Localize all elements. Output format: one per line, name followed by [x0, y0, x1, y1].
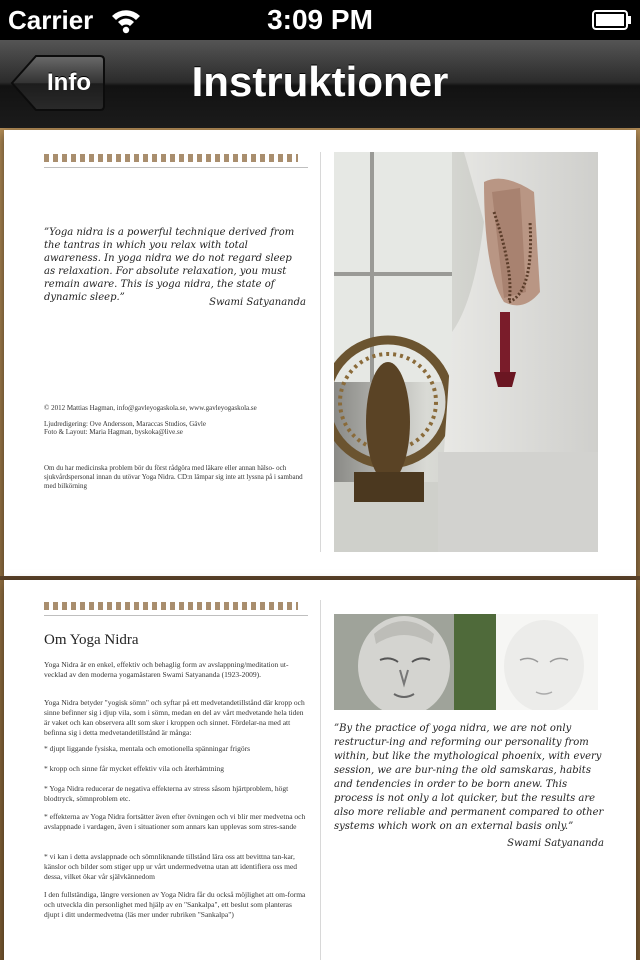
divider-line [44, 167, 308, 168]
bullet-1: * djupt liggande fysiska, mentala och emotionella spänningar frigörs [44, 744, 250, 753]
divider-line [44, 615, 308, 616]
carrier-label: Carrier [8, 5, 94, 35]
buddha-statues-photo [334, 614, 598, 710]
quote-text: ”Yoga nidra is a powerful technique derived from the tantras in which you relax with total awareness. In yoga nidra we do not regard sleep as relaxation. For absolute relaxation, you must remain aware. This is yoga nidra, the state of dynamic sleep.” [44, 227, 295, 303]
instructions-scroll-view[interactable] [0, 128, 640, 960]
intro-paragraph: Yoga Nidra är en enkel, effektiv och behaglig form av avslappning/meditation ut-vecklad av den moderna yogamästaren Swami Satyananda (1923-2009). [44, 660, 289, 679]
quote-text: ”By the practice of yoga nidra, we are not only restructur-ing and reforming our personality from within, but like the mythological phoenix, with every session, we are bur-ning the old samskaras, habits and tendencies in order to be born anew. This process is not only a lot quicker, but the results are also more reliable and permanent compared to other systems which work on an external basis only.” [334, 723, 604, 832]
ornament-border [44, 154, 298, 162]
clock: 3:09 PM [267, 4, 373, 35]
page-center-divider [320, 152, 321, 552]
section-heading: Om Yoga Nidra [44, 632, 139, 648]
navigation-bar [0, 40, 640, 129]
booklet-page-2 [4, 580, 636, 960]
page-center-divider [320, 600, 321, 960]
paragraph-1: Yoga Nidra betyder "yogisk sömn" och syftar på ett medvetandetillstånd där kropp och sinne befinner sig i djup vila, som i sömn, medan en del av vårt medvetande hela tiden är vaket och kan observera allt som sker i kroppen och sinnet. Fördelar-na med att befinna sig i detta medvetandetillstånd är många: [44, 698, 305, 737]
quote-author: Swami Satyananda [507, 838, 604, 849]
disclaimer-text: Om du har medicinska problem bör du först rådgöra med läkare eller annan hälso- och sjukvårdspersonal innan du utövar Yoga Nidra. CD:n lämpar sig inte att lyssna på i samband med bilkörning [44, 464, 303, 490]
back-button-label: Info [47, 69, 91, 96]
credit-sound: Ljudredigering: Ove Andersson, Maraccas Studios, Gävle [44, 420, 206, 428]
copyright-text: © 2012 Mattias Hagman, info@gavleyogaskola.se, www.gavleyogaskola.se [44, 404, 257, 412]
credit-photo: Foto & Layout: Maria Hagman, byskoka@live.se [44, 428, 183, 436]
ornament-border [44, 602, 298, 610]
bullet-2: * kropp och sinne får mycket effektiv vila och återhämtning [44, 764, 225, 773]
paragraph-2: I den fullständiga, längre versionen av Yoga Nidra får du också möjlighet att om-forma och utveckla din personlighet med hjälp av en "Sankalpa", ett beslut som planteras djupt i ditt undermedvetna (läs mer under rubriken "Sankalpa") [44, 890, 306, 919]
bullet-3: * Yoga Nidra reducerar de negativa effekterna av stress såsom hjärtproblem, högt blodtryck, sömnproblem etc. [44, 784, 289, 803]
quote-author: Swami Satyananda [209, 297, 306, 308]
battery-icon [592, 10, 632, 30]
status-bar [0, 0, 640, 40]
bullet-4: * effekterna av Yoga Nidra fortsätter även efter övningen och vi blir mer medvetna och avslappnade i vardagen, även i situationer som annars kan upplevas som stres-sande [44, 812, 306, 831]
bullet-5: * vi kan i detta avslappnade och sömnliknande tillstånd lära oss att bevittna tan-kar, känslor och bilder som stiger upp ur vårt undermedvetna utan att identifiera oss med dessa, vilket ökar vår självkännedom [44, 852, 298, 881]
yoga-meditation-photo [334, 152, 598, 552]
page-title: Instruktioner [191, 58, 449, 105]
booklet-page-1 [4, 130, 636, 576]
